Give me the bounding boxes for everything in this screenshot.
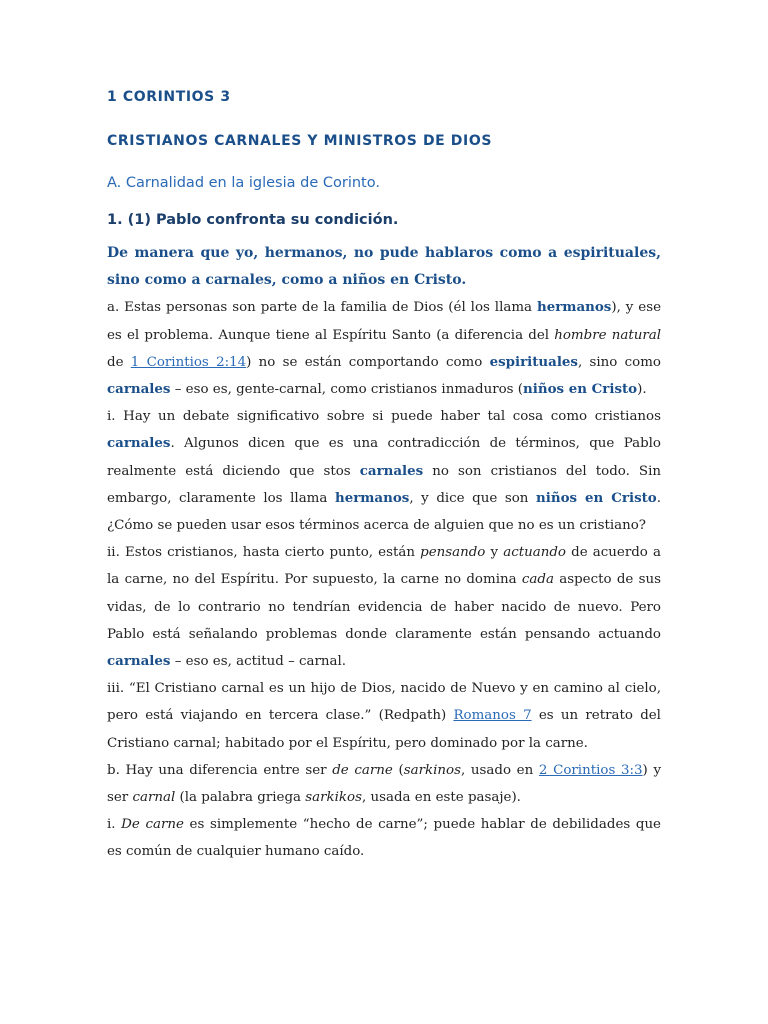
keyword: carnales: [107, 653, 171, 670]
scripture-link-1-corintios-2-14[interactable]: 1 Corintios 2:14: [130, 354, 247, 370]
text-run: – eso es, actitud – carnal.: [170, 654, 347, 670]
text-run: – eso es, gente-carnal, como cristianos inmaduros (: [170, 382, 524, 398]
keyword: niños en Cristo: [523, 381, 638, 398]
text-run: ) y ser: [107, 762, 662, 806]
keyword: carnales: [107, 381, 171, 398]
paragraph-b-i: [107, 811, 661, 865]
text-run: . Algunos dicen que es una contradicción de términos, que Pablo realmente está diciendo que stos: [107, 436, 661, 479]
keyword: carnales: [107, 435, 171, 452]
italic-term: pensando: [420, 545, 486, 561]
paragraph-a: [107, 294, 661, 403]
book-heading: 1 CORINTIOS 3: [107, 89, 231, 105]
text-run: (: [392, 762, 404, 778]
text-run: , y dice que son: [409, 490, 537, 506]
verse-text: De manera que yo, hermanos, no pude hablaros como a espirituales, sino como a carnales, como a niños en Cristo.: [107, 245, 661, 289]
text-run: i. Hay un debate significativo sobre si puede haber tal cosa como cristianos: [107, 409, 661, 425]
paragraph-i: [107, 403, 661, 539]
text-run: , usado en: [460, 762, 539, 778]
text-run: , sino como: [577, 354, 661, 370]
document-page: [107, 88, 661, 866]
text-run: , usada en este pasaje).: [361, 790, 521, 806]
keyword: hermanos: [536, 299, 612, 316]
text-run: . ¿Cómo se pueden usar esos términos acerca de alguien que no es un cristiano?: [107, 490, 661, 534]
section-heading-a: A. Carnalidad en la iglesia de Corinto.: [107, 175, 380, 191]
text-run: de: [107, 354, 131, 370]
text-run: ), y ese es el problema. Aunque tiene al Espíritu Santo (a diferencia del: [107, 300, 661, 343]
italic-term: cada: [521, 572, 554, 588]
text-run: y: [485, 545, 504, 561]
text-run: es un retrato del Cristiano carnal; habitado por el Espíritu, pero dominado por la carne.: [107, 708, 661, 751]
text-run: aspecto de sus vidas, de lo contrario no tendrían evidencia de haber nacido de nuevo. Pero Pablo está señalando problemas donde claramente están pensando actuando: [107, 572, 661, 642]
text-run: ii. Estos cristianos, hasta cierto punto, están: [107, 545, 421, 561]
text-run: iii. “El Cristiano carnal es un hijo de Dios, nacido de Nuevo y en camino al cielo, pero está viajando en tercera clase.” (Redpath): [107, 681, 661, 724]
keyword: niños en Cristo: [536, 489, 657, 506]
keyword: hermanos: [334, 489, 410, 506]
text-run: ) no se están comportando como: [246, 354, 490, 370]
chapter-title: CRISTIANOS CARNALES Y MINISTROS DE DIOS: [107, 133, 493, 149]
text-run: (la palabra griega: [175, 790, 306, 806]
text-run: b. Hay una diferencia entre ser: [107, 762, 333, 778]
italic-term: De carne: [121, 817, 184, 833]
text-run: de acuerdo a la carne, no del Espíritu. Por supuesto, la carne no domina: [107, 545, 662, 588]
italic-term: de carne: [332, 762, 393, 778]
paragraph-iii: [107, 675, 661, 757]
paragraph-ii: [107, 539, 661, 675]
scripture-link-2-corintios-3-3[interactable]: 2 Corintios 3:3: [538, 762, 643, 778]
keyword: carnales: [359, 462, 424, 479]
text-run: a. Estas personas son parte de la familia de Dios (él los llama: [107, 300, 537, 316]
italic-term: carnal: [132, 790, 176, 806]
text-run: es simplemente “hecho de carne”; puede hablar de debilidades que es común de cualquier humano caído.: [107, 817, 661, 860]
keyword: espirituales: [489, 353, 578, 370]
scripture-link-romanos-7[interactable]: Romanos 7: [453, 708, 532, 724]
subsection-heading-1: 1. (1) Pablo confronta su condición.: [107, 212, 399, 228]
italic-term: sarkinos: [403, 762, 461, 778]
italic-term: hombre natural: [554, 327, 661, 343]
paragraph-b: [107, 757, 661, 811]
text-run: i.: [107, 817, 122, 833]
text-run: no son cristianos del todo. Sin embargo, claramente los llama: [107, 463, 662, 506]
italic-term: sarkikos: [305, 790, 362, 806]
italic-term: actuando: [503, 545, 566, 561]
text-run: ).: [637, 382, 647, 398]
